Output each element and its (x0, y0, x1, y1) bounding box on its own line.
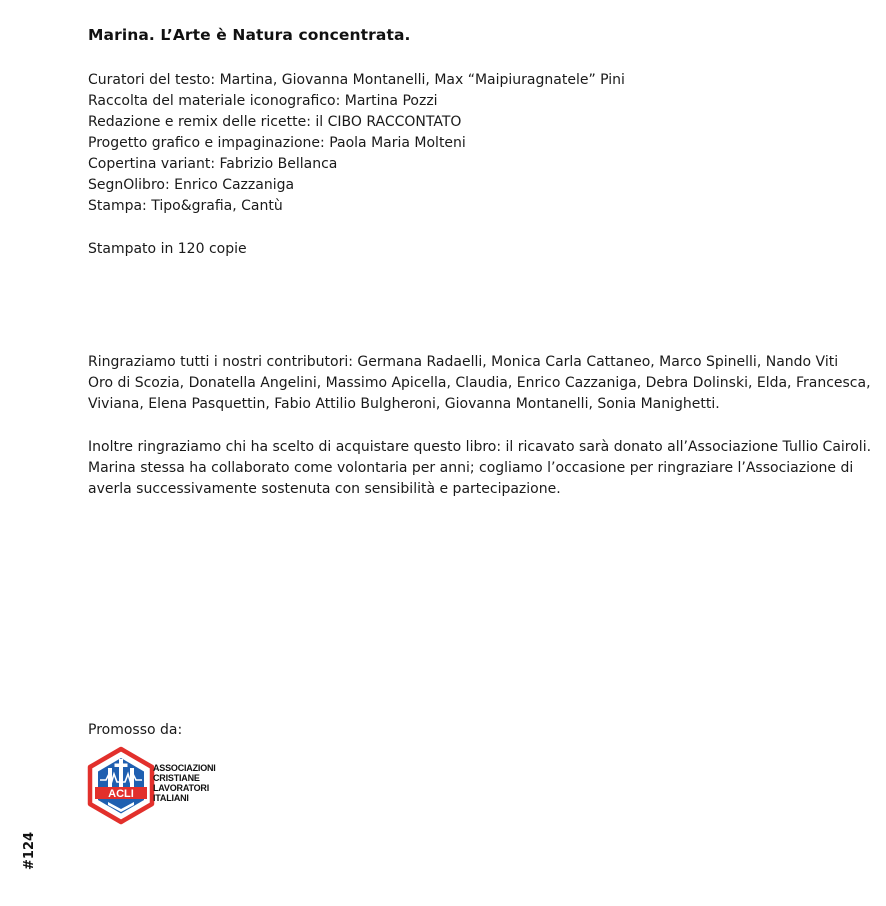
promoted-by-label: Promosso da: (88, 722, 183, 738)
logo-text-line: LAVORATORI (153, 783, 209, 793)
logo-text-line: ITALIANI (153, 793, 189, 803)
acli-logo (86, 746, 236, 826)
acli-logo-text (153, 763, 216, 803)
logo-text-line: CRISTIANE (153, 773, 200, 783)
credit-line: Redazione e remix delle ricette: il CIBO RACCONTATO (88, 114, 462, 130)
logo-text-line: ASSOCIAZIONI (153, 763, 216, 773)
paragraph-line: Ringraziamo tutti i nostri contributori: Germana Radaelli, Monica Carla Cattaneo, Marco Spinelli, Nando Viti (88, 354, 839, 370)
page-title: Marina. L’Arte è Natura concentrata. (88, 26, 411, 44)
credit-line: Copertina variant: Fabrizio Bellanca (88, 156, 338, 172)
page-number: #124 (22, 831, 37, 870)
acli-acronym: ACLI (108, 788, 134, 800)
credit-line: Progetto grafico e impaginazione: Paola Maria Molteni (88, 135, 466, 151)
acknowledgements-paragraph (88, 352, 871, 415)
paragraph-line: Marina stessa ha collaborato come volontaria per anni; cogliamo l’occasione per ringraziare l’Associazione di (88, 460, 854, 476)
credits-list (88, 70, 625, 217)
paragraph-line: Oro di Scozia, Donatella Angelini, Massimo Apicella, Claudia, Enrico Cazzaniga, Debra Dolinski, Elda, Francesca, (88, 375, 871, 391)
paragraph-line: averla successivamente sostenuta con sensibilità e partecipazione. (88, 481, 561, 497)
credit-line: SegnOlibro: Enrico Cazzaniga (88, 177, 295, 193)
paragraph-line: Inoltre ringraziamo chi ha scelto di acquistare questo libro: il ricavato sarà donato all’Associazione Tullio Cairoli. (88, 439, 872, 455)
credit-line: Curatori del testo: Martina, Giovanna Montanelli, Max “Maipiuragnatele” Pini (88, 72, 625, 88)
acli-emblem-icon (86, 746, 156, 826)
paragraph-line: Viviana, Elena Pasquettin, Fabio Attilio Bulgheroni, Giovanna Montanelli, Sonia Manighetti. (88, 396, 720, 412)
donation-paragraph (88, 437, 871, 500)
credit-line: Raccolta del materiale iconografico: Martina Pozzi (88, 93, 438, 109)
credit-line: Stampa: Tipo&grafia, Cantù (88, 198, 283, 214)
print-run-note: Stampato in 120 copie (88, 241, 247, 257)
